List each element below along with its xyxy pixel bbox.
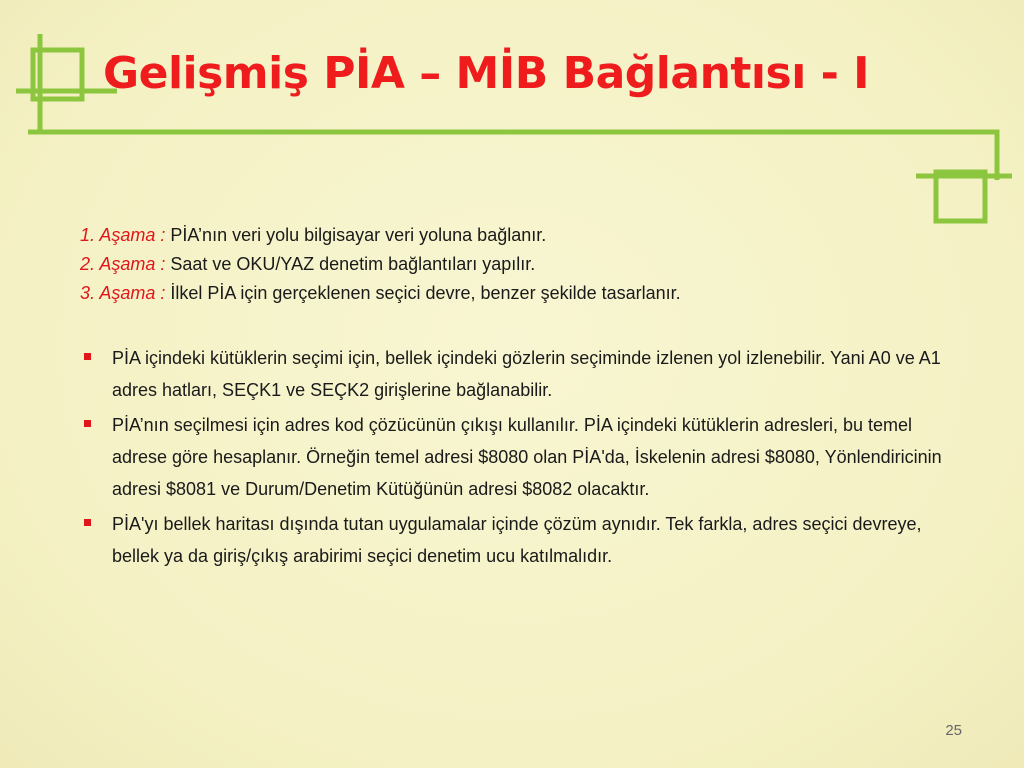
bullet-item bbox=[80, 342, 950, 406]
stage-label: 1. Aşama : bbox=[80, 225, 166, 245]
bullet-text: PİA'yı bellek haritası dışında tutan uygulamalar içinde çözüm aynıdır. Tek farkla, adres seçici devreye, bellek ya da giriş/çıkış arabirimi seçici denetim ucu katılmalıdır. bbox=[112, 514, 922, 566]
stage-text: Saat ve OKU/YAZ denetim bağlantıları yapılır. bbox=[165, 254, 536, 274]
stages-list bbox=[80, 221, 960, 308]
bullet-list bbox=[80, 342, 950, 575]
stage-line bbox=[80, 221, 960, 250]
frame-square-bottom-right bbox=[936, 172, 985, 221]
bullet-item bbox=[80, 508, 950, 572]
frame-line-horizontal bbox=[28, 132, 997, 180]
bullet-text: PİA içindeki kütüklerin seçimi için, bellek içindeki gözlerin seçiminde izlenen yol izlenebilir. Yani A0 ve A1 adres hatları, SEÇK1 ve SEÇK2 girişlerine bağlanabilir. bbox=[112, 348, 941, 400]
stage-text: İlkel PİA için gerçeklenen seçici devre, benzer şekilde tasarlanır. bbox=[165, 283, 681, 303]
square-bullet-icon bbox=[84, 353, 91, 360]
stage-line bbox=[80, 279, 960, 308]
slide-title: Gelişmiş PİA – MİB Bağlantısı - I bbox=[103, 48, 870, 99]
stage-label: 2. Aşama : bbox=[80, 254, 166, 274]
bullet-text: PİA’nın seçilmesi için adres kod çözücünün çıkışı kullanılır. PİA içindeki kütüklerin adresleri, bu temel adrese göre hesaplanır. Örneğin temel adresi $8080 olan PİA'da, İskelenin adresi $8080, Yönlendiricinin adresi $8081 ve Durum/Denetim Kütüğünün adresi $8082 olacaktır. bbox=[112, 415, 942, 499]
stage-text: PİA’nın veri yolu bilgisayar veri yoluna bağlanır. bbox=[165, 225, 547, 245]
square-bullet-icon bbox=[84, 519, 91, 526]
page-number: 25 bbox=[945, 722, 962, 739]
bullet-item bbox=[80, 409, 950, 505]
stage-label: 3. Aşama : bbox=[80, 283, 166, 303]
stage-line bbox=[80, 250, 960, 279]
square-bullet-icon bbox=[84, 420, 91, 427]
